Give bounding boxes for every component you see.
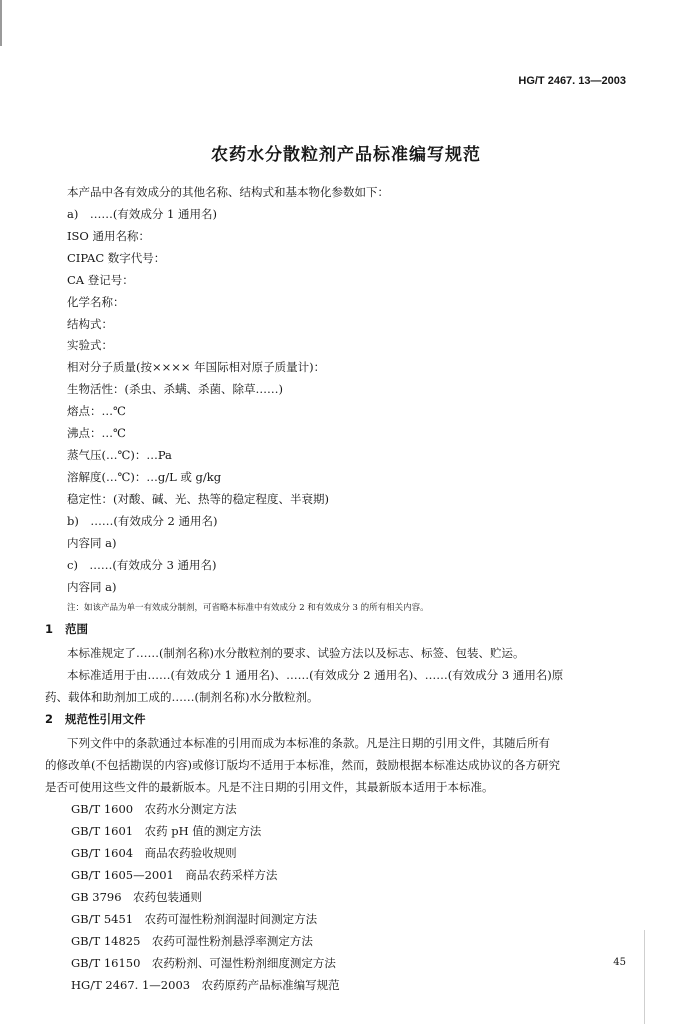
document-title: 农药水分散粒剂产品标准编写规范: [211, 145, 481, 165]
section-1-para-2-line-1: 本标准适用于由……(有效成分 1 通用名)、……(有效成分 2 通用名)、……(有效成分 3 通用名)原: [67, 668, 564, 682]
reference-item: GB/T 1604 商品农药验收规则: [71, 846, 237, 860]
scan-edge-mark-right: [644, 930, 645, 1024]
intro-item-molecular-mass: 相对分子质量(按×××× 年国际相对原子质量计)：: [67, 360, 326, 374]
intro-item-ca: CA 登记号：: [67, 273, 134, 287]
reference-item: GB 3796 农药包装通则: [71, 890, 203, 904]
standard-code: HG/T 2467. 13—2003: [518, 75, 626, 87]
intro-item-bioactivity: 生物活性：(杀虫、杀螨、杀菌、除草……): [67, 382, 283, 396]
reference-item: GB/T 1600 农药水分测定方法: [71, 802, 237, 816]
section-1-para-1: 本标准规定了……(制剂名称)水分散粒剂的要求、试验方法以及标志、标签、包装、贮运。: [67, 646, 525, 660]
section-2-number: 2: [45, 712, 54, 726]
section-2-para-line-2: 的修改单(不包括勘误的内容)或修订版均不适用于本标准，然而，鼓励根据本标准达成协议的各方研究: [45, 758, 560, 772]
section-1-number: 1: [45, 622, 54, 636]
section-1-title: 范围: [65, 622, 88, 636]
section-2-heading: [45, 712, 146, 726]
intro-item-melting-point: 熔点：…℃: [67, 404, 126, 418]
section-2-title: 规范性引用文件: [65, 712, 146, 726]
intro-item-b: b) ……(有效成分 2 通用名): [67, 514, 218, 528]
section-2-para-line-3: 是否可使用这些文件的最新版本。凡是不注日期的引用文件，其最新版本适用于本标准。: [45, 780, 494, 794]
intro-item-formula: 实验式：: [67, 338, 113, 352]
page-number: 45: [613, 957, 626, 968]
intro-lead: 本产品中各有效成分的其他名称、结构式和基本物化参数如下：: [67, 185, 389, 199]
intro-item-stability: 稳定性：(对酸、碱、光、热等的稳定程度、半衰期): [67, 492, 329, 506]
scan-edge-mark-left: [0, 0, 2, 46]
section-1-heading: [45, 622, 88, 636]
section-2-para-line-1: 下列文件中的条款通过本标准的引用而成为本标准的条款。凡是注日期的引用文件，其随后所有: [67, 736, 550, 750]
intro-item-a: a) ……(有效成分 1 通用名): [67, 207, 217, 221]
intro-item-same-as-a-2: 内容同 a): [67, 580, 117, 594]
intro-item-iso-name: ISO 通用名称：: [67, 229, 151, 243]
intro-item-boiling-point: 沸点：…℃: [67, 426, 126, 440]
intro-item-c: c) ……(有效成分 3 通用名): [67, 558, 217, 572]
intro-note: 注：如该产品为单一有效成分制剂，可省略本标准中有效成分 2 和有效成分 3 的所有相关内容。: [67, 603, 429, 613]
intro-item-cipac: CIPAC 数字代号：: [67, 251, 166, 265]
intro-item-chemical-name: 化学名称：: [67, 295, 125, 309]
intro-item-vapor-pressure: 蒸气压(…℃)：…Pa: [67, 448, 172, 462]
intro-item-structure: 结构式：: [67, 317, 113, 331]
section-1-para-2-line-2: 药、载体和助剂加工成的……(制剂名称)水分散粒剂。: [45, 690, 319, 704]
intro-item-solubility: 溶解度(…℃)：…g/L 或 g/kg: [67, 470, 222, 484]
reference-item: GB/T 1605—2001 商品农药采样方法: [71, 868, 278, 882]
reference-item: HG/T 2467. 1—2003 农药原药产品标准编写规范: [71, 978, 340, 992]
reference-item: GB/T 1601 农药 pH 值的测定方法: [71, 824, 262, 838]
intro-item-same-as-a-1: 内容同 a): [67, 536, 117, 550]
reference-item: GB/T 14825 农药可湿性粉剂悬浮率测定方法: [71, 934, 313, 948]
reference-item: GB/T 5451 农药可湿性粉剂润湿时间测定方法: [71, 912, 318, 926]
reference-item: GB/T 16150 农药粉剂、可湿性粉剂细度测定方法: [71, 956, 336, 970]
